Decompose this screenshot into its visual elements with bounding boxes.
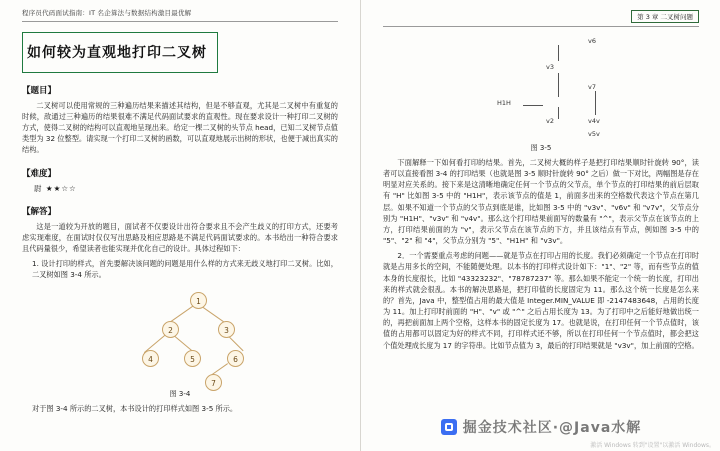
fig35-label: v7: [588, 83, 596, 91]
fig35-label: v2: [546, 117, 554, 125]
figure-3-5-diagram: [383, 33, 699, 138]
tree-edge: [227, 335, 243, 351]
fig35-label: H1H: [497, 99, 511, 107]
topic-text: 二叉树可以使用常规的三种遍历结果来描述其结构，但是不够直观，尤其是二叉树中有重复的时候，敌通过三种遍历的结果很难不满足代码面试要求的直观性。现在要求设计一种打印二叉树的方式，使得二叉树的结构可以直观地呈现出来。给定一棵二叉树的头节点 head，已知二叉树节点值类型为 32 位整型。请实现一个打印二叉树的函数，可以直观地展示出树的形状，也便于减出真实的结构。: [22, 100, 338, 155]
fig35-connector: [558, 73, 559, 97]
tree-node: 2: [162, 321, 179, 338]
watermark-logo-icon: [441, 419, 457, 435]
right-paragraph-1: 下面解释一下如何看打印的结果。首先，二叉树大概的样子是把打印结果顺时针旋转 90°，读者可以直接看图 3-4 的打印结果（也就是图 3-5 顺时针旋转 90° 之后）做一下对比，两幅图是存在明显对应关系的。接下来是这清晰地确定任何一个节点的父节点，单个节点的打印结果的前后层取有 "H" 比如图 3-5 中的 "H1H"，表示该节点的值是 1，前面多出来的空格数代表这个节点在第几层。如果不知道一个节点的父节点到底是谁，比如图 3-5 中的 "v3v"、"v6v" 和 "v7v"，父节点分别为 "H1H"、"v3v" 和 "v4v"。那么这个打印结果前面写的数量有 "^"，表示父节点在该节点的上方，打印结果前面的为 "v"，表示父节点在该节点的下方，并且该结点有节点，例如图 3-5 中的 "5"、"2" 和 "4"，父节点分别为 "5"、"H1H" 和 "v3v"。: [383, 158, 699, 246]
chapter-label: 第 3 章 二叉树问题: [631, 10, 699, 23]
figure-3-5-caption: 图 3-5: [530, 144, 552, 152]
answer-paragraph-2: 1. 设计打印的样式，首先要解决该问题的问题是用什么样的方式来无歧义地打印二叉树。比如，二叉树如图 3-4 所示。: [32, 259, 338, 280]
figure-3-4-caption: 图 3-4: [169, 390, 191, 399]
left-page-header: 程序员代码面试指南：IT 名企算法与数据结构激目最优解: [22, 9, 192, 17]
fig35-label: v5v: [588, 130, 600, 138]
watermark: [361, 417, 720, 437]
header-divider: [383, 26, 699, 27]
header-divider: [22, 21, 338, 22]
page-title-box: [22, 32, 218, 73]
watermark-text: 掘金技术社区·@Java水解: [462, 420, 642, 436]
difficulty-label: 【难度】: [22, 168, 57, 179]
answer-paragraph-3: 对于图 3-4 所示的二叉树，本书设计的打印样式如图 3-5 所示。: [32, 404, 238, 414]
right-page-header: [383, 10, 699, 23]
answer-label: 【解答】: [22, 206, 57, 217]
tree-node: 7: [205, 374, 222, 391]
tree-node: 5: [184, 350, 201, 367]
tree-node: 1: [190, 292, 207, 309]
fig35-label: v3: [546, 63, 554, 71]
fig35-connector: [558, 107, 559, 119]
tree-node: 4: [142, 350, 159, 367]
fig35-connector: [595, 91, 596, 115]
tree-node: 3: [218, 321, 235, 338]
right-page: [360, 0, 720, 451]
fig35-label: v6: [588, 37, 596, 45]
answer-paragraph-1: 这是一道较为开放的题目，面试者不仅要设计出符合要求且不会产生歧义的打印方式，还要考虑实现难度，在面试时仅仅写出思路及相应思路是不满足代码面试要求的。本书给出一种符合要求且代码量很少，希望读者也能实现并优化自己的设计。具体过程如下：: [22, 221, 338, 253]
figure-3-4-tree: [22, 288, 338, 389]
fig35-connector: [558, 45, 559, 61]
right-paragraph-2: 2．一个需要重点考虑的问题——就是节点在打印占用的长度。我们必须确定一个节点在打印时就是占用多长的空间，不能随便处理。以本书的打印样式设计如下："1"、"2" 等，而有些节点的值本身的长度很长，比如 "43323232"、"78787237" 等。那么如果不能定一个统一的长度，打印出来的样式就会很乱。本书的解决思路是，把打印值的长度固定为 11。那么这个统一长度是怎么来的？首先，Java 中，整型值占用的最大值是 Integer.MIN_VALUE 即 -2147483648，占用的长度为 11。加上打印时前面的 "H"、"v" 或 "^" 之后占用长度为 13。为了打印中之后能好地做出统一的，再把前面加上两个空格，这样本书的固定长度为 17。也就是说，在打印任何一个节点值时，该值的占用都可以固定为好的样式不同，打印样式还不够，所以在打印任何一个节点值时，都会把这个值处理成长度为 17 的字符串。比如节点值为 3，最后的打印结果就是 "v3v"，加上前面的空格。: [383, 251, 699, 350]
activate-windows-notice: 激活 Windows 转到"设置"以激活 Windows。: [590, 441, 715, 449]
fig35-connector: [523, 105, 543, 106]
fig35-label: v4v: [588, 117, 600, 125]
tree-node: 6: [227, 350, 244, 367]
topic-label: 【题目】: [22, 85, 57, 96]
difficulty-value: 尉 ★★☆☆: [34, 183, 77, 193]
page-title: 如何较为直观地打印二叉树: [27, 44, 207, 61]
